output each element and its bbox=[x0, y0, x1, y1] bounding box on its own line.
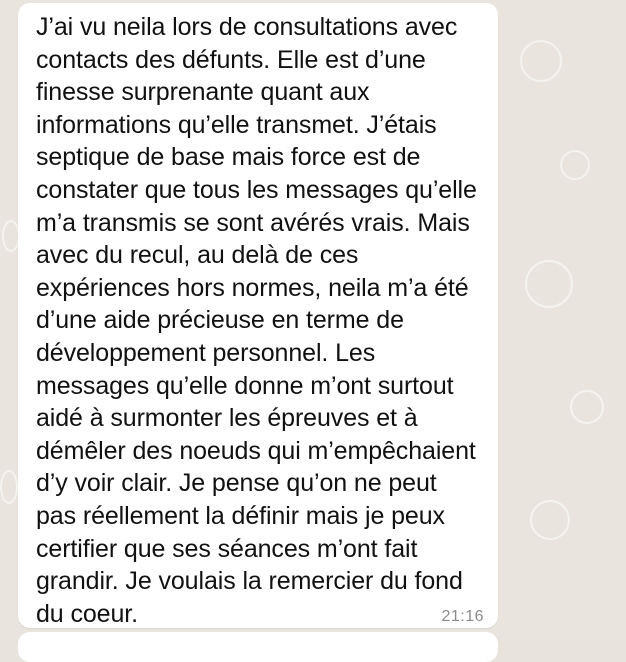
next-message-bubble-edge bbox=[18, 632, 498, 662]
message-text: J’ai vu neila lors de consultations avec contacts des défunts. Elle est d’une finesse surprenante quant aux informations qu’elle transmet. J’étais septique de base mais force est de constater que tous les messages qu’elle m’a transmis se sont avérés vrais. Mais avec du recul, au delà de ces expériences hors normes, neila m’a été d’une aide précieuse en terme de développement personnel. Les messages qu’elle donne m’ont surtout aidé à surmonter les épreuves et à démêler des noeuds qui m’empêchaient d’y voir clair. Je pense qu’on ne peut pas réellement la définir mais je peux certifier que ses séances m’ont fait grandir. Je voulais la remercier du fond du coeur. bbox=[36, 13, 477, 628]
background-doodle bbox=[520, 40, 562, 82]
message-bubble[interactable] bbox=[18, 3, 498, 628]
message-timestamp: 21:16 bbox=[441, 608, 484, 625]
background-doodle bbox=[570, 390, 604, 424]
background-doodle bbox=[525, 260, 573, 308]
background-doodle bbox=[0, 470, 18, 504]
background-doodle bbox=[530, 500, 570, 540]
background-doodle bbox=[560, 150, 590, 180]
